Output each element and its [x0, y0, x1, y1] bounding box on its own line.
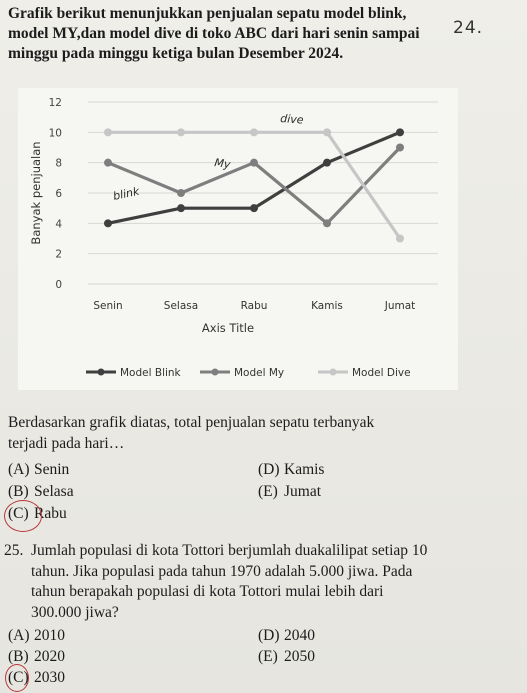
option-text: 2040 [284, 627, 315, 644]
data-point [323, 128, 331, 136]
intro-line: model MY,dan model dive di toko ABC dari hari senin sampai [8, 25, 420, 42]
intro-line: Grafik berikut menunjukkan penjualan sepatu model blink, [8, 5, 407, 22]
legend-marker [212, 369, 219, 376]
x-tick-label: Selasa [163, 300, 199, 312]
option-letter: (A) [8, 461, 30, 478]
handwritten-series-label: My [213, 156, 232, 172]
sales-line-chart [18, 88, 458, 390]
chart-svg [18, 88, 458, 390]
option-letter: (B) [8, 648, 29, 665]
question-line: Jumlah populasi di kota Tottori berjumlah duakalilipat setiap 10 [31, 542, 428, 559]
data-point [323, 159, 331, 167]
option-letter: (D) [258, 627, 280, 644]
legend-marker [330, 369, 337, 376]
y-tick-label: 8 [55, 157, 62, 170]
option-text: Senin [34, 461, 70, 478]
question-line: 300.000 jiwa? [31, 603, 119, 621]
q25-option-a[interactable] [8, 626, 65, 646]
y-tick-label: 0 [55, 279, 62, 291]
option-letter: (B) [8, 483, 29, 500]
data-point [396, 235, 404, 243]
data-point [104, 219, 112, 227]
data-point [177, 204, 185, 212]
question-line: tahun. Jika populasi pada tahun 1970 adalah 5.000 jiwa. Pada [31, 562, 413, 580]
option-text: Selasa [34, 483, 74, 500]
x-tick-label: Rabu [240, 300, 268, 312]
y-tick-label: 10 [48, 127, 62, 140]
option-text: Rabu [34, 505, 67, 522]
legend-label: Model My [234, 367, 285, 379]
option-text: Kamis [284, 461, 325, 478]
legend-label: Model Dive [352, 367, 411, 379]
question-line: terjadi pada hari… [8, 435, 125, 452]
series-line [108, 132, 400, 238]
option-text: 2050 [284, 648, 315, 665]
option-text: Jumat [284, 483, 322, 500]
question-24-intro [8, 4, 478, 64]
data-point [250, 204, 258, 212]
y-tick-label: 12 [48, 97, 62, 109]
data-point [250, 159, 258, 167]
handwritten-question-number: 24. [453, 18, 484, 38]
option-letter: (C) [8, 669, 29, 686]
y-axis-label: Banyak penjualan [29, 141, 43, 245]
option-text: 2020 [34, 648, 65, 665]
handwritten-series-label: blink [111, 184, 141, 203]
x-axis-label: Axis Title [201, 321, 255, 335]
x-tick-label: Jumat [384, 300, 416, 312]
q24-option-d[interactable] [258, 460, 324, 480]
y-tick-label: 4 [55, 218, 62, 231]
intro-line: minggu pada minggu ketiga bulan Desember 2024. [8, 45, 344, 62]
option-letter: (E) [258, 483, 278, 500]
q24-option-e[interactable] [258, 482, 321, 502]
option-text: 2010 [34, 627, 65, 644]
data-point [396, 144, 404, 152]
data-point [250, 128, 258, 136]
y-tick-label: 6 [55, 188, 62, 200]
x-tick-label: Senin [93, 300, 123, 312]
data-point [104, 128, 112, 136]
data-point [323, 219, 331, 227]
legend-label: Model Blink [120, 367, 181, 379]
question-25-text [31, 541, 519, 623]
question-line: Berdasarkan grafik diatas, total penjualan sepatu terbanyak [8, 414, 375, 431]
option-text: 2030 [34, 669, 65, 686]
q25-option-e[interactable] [258, 647, 315, 667]
question-25 [4, 541, 519, 623]
q24-option-a[interactable] [8, 460, 69, 480]
q24-option-b[interactable] [8, 482, 74, 502]
option-letter: (C) [8, 505, 29, 522]
option-letter: (A) [8, 627, 30, 644]
answer-circle-mark [4, 500, 42, 532]
handwritten-series-label: dive [279, 112, 304, 127]
x-tick-label: Kamis [311, 300, 343, 312]
option-letter: (D) [258, 461, 280, 478]
legend-marker [98, 369, 105, 376]
option-letter: (E) [258, 648, 278, 665]
question-line: tahun berapakah populasi di kota Tottori mulai lebih dari [31, 583, 384, 600]
q25-option-d[interactable] [258, 626, 315, 646]
data-point [104, 159, 112, 167]
question-number: 25. [4, 542, 24, 559]
answer-circle-mark [5, 664, 29, 692]
data-point [177, 128, 185, 136]
y-tick-label: 2 [55, 248, 62, 261]
data-point [396, 128, 404, 136]
question-24-text [8, 412, 518, 454]
data-point [177, 189, 185, 197]
